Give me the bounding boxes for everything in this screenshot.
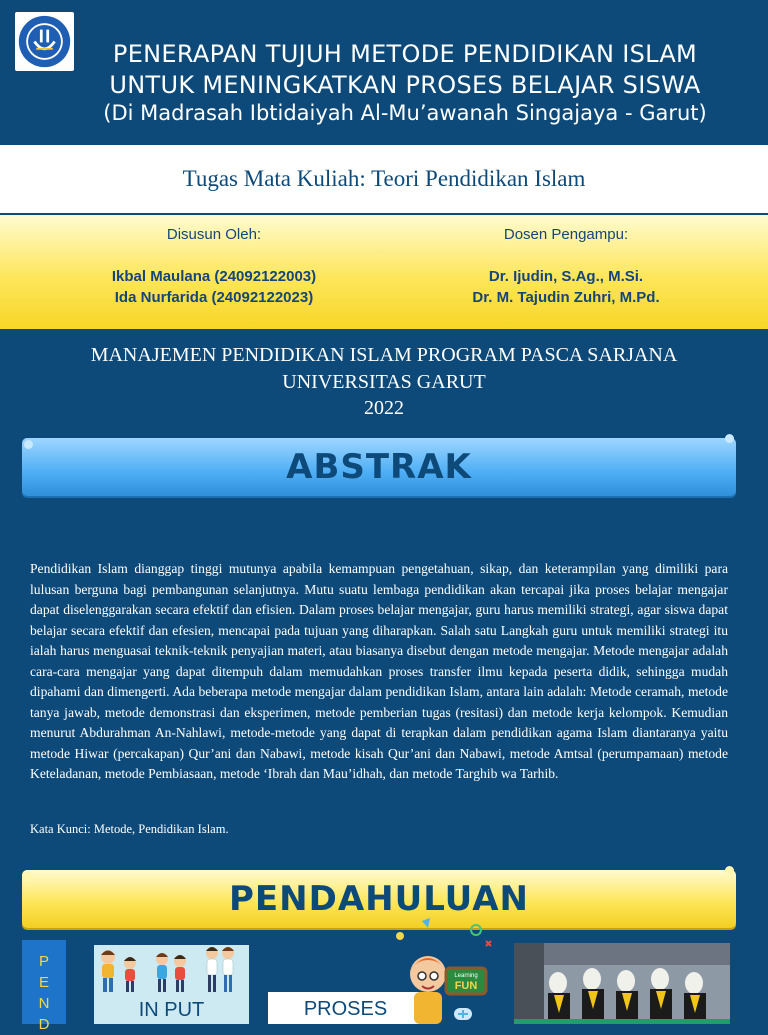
input-panel [94,945,249,1024]
institution-block [0,342,768,422]
side-letter: N [38,995,50,1012]
institution-year: 2022 [364,397,404,419]
authors-column [94,226,334,308]
learning-mascot-icon [392,916,500,1024]
lecturers-label: Dosen Pengampu: [503,226,629,243]
title-line-1: PENERAPAN TUJUH METODE PENDIDIKAN ISLAM [112,40,698,68]
institution-program: MANAJEMEN PENDIDIKAN ISLAM PROGRAM PASCA SARJANA [90,344,678,366]
side-letter: E [38,974,49,991]
abstract-heading-text: ABSTRAK [286,447,472,487]
mascot-badge-top: Learning [454,973,478,979]
authors-band [0,215,768,329]
authors-label: Disusun Oleh: [166,226,262,243]
lecturer-name: Dr. Ijudin, S.Ag., M.Si. [488,268,644,285]
abstract-body: Pendidikan Islam dianggap tinggi mutunya apabila kemampuan pengetahuan, sikap, dan keterampilan yang dimiliki para lulusan berguna bagi pembangunan selanjutnya. Mutu suatu lembaga pendidikan akan tercapai jika proses belajar mengajar dapat diselenggarakan secara efektif dan efisien. Dalam proses belajar mengajar, guru harus memiliki strategi, agar siswa dapat belajar secara efektif dan efesien, mencapai pada tujuan yang diharapkan. Salah satu Langkah guru untuk memiliki strategi itu ialah harus menguasai teknik-teknik penyajian materi, atau biasanya disebut dengan metode mengajar. Metode mengajar adalah cara-cara mengajar yang dapat ditempuh dalam memudahkan proses transfer ilmu kepada peserta didik, sehingga mudah dipahami dan dimengerti. Ada beberapa metode mengajar dalam pendidikan Islam, antara lain adalah: Metode ceramah, metode tanya jawab, metode demonstrasi dan eksperimen, metode pemberian tugas (resitasi) dan metode kerja kelompok. Kemudian menurut Abdurahman An-Nahlawi, metode-metode yang dapat di terapkan dalam pendidikan agama Islam diantaranya yaitu metode Hiwar (percakapan) Qur’ani dan Nabawi, metode kisah Qur’ani dan Nabawi, metode Amtsal (perumpamaan) metode Keteladanan, metode Pembiasaan, metode ‘Ibrah dan Mau’idhah, dan metode Targhib wa Tarhib. [30,561,728,781]
graduation-photo [514,943,730,1024]
graduates-photo-icon [514,943,730,1024]
side-letter: P [38,953,49,970]
university-logo [15,12,74,71]
keywords: Kata Kunci: Metode, Pendidikan Islam. [30,822,229,836]
title-line-2: UNTUK MENINGKATKAN PROSES BELAJAR SISWA [109,71,701,99]
input-label: IN PUT [138,999,205,1021]
author-name: Ikbal Maulana (24092122003) [111,268,317,285]
lecturer-name: Dr. M. Tajudin Zuhri, M.Pd. [472,289,660,306]
scroll-curl-icon [24,440,33,449]
course-subject: Tugas Mata Kuliah: Teori Pendidikan Islam [0,145,768,213]
side-vertical-label [22,940,66,1033]
institution-university: UNIVERSITAS GARUT [282,370,486,393]
title-subtitle: (Di Madrasah Ibtidaiyah Al-Mu’awanah Singajaya - Garut) [103,101,707,125]
process-label: PROSES [268,992,423,1024]
scroll-curl-icon [725,434,734,443]
university-seal-icon [17,14,72,69]
introduction-heading [22,870,736,928]
scroll-curl-icon [24,872,33,881]
mascot-badge: FUN [454,980,478,992]
lecturers-column [446,226,686,308]
abstract-heading [22,438,736,496]
scroll-curl-icon [725,866,734,875]
author-name: Ida Nurfarida (24092122023) [114,289,314,306]
side-letter: D [38,1016,50,1033]
header [0,0,768,143]
introduction-heading-text: PENDAHULUAN [229,879,529,919]
children-illustration-icon [94,945,249,1000]
